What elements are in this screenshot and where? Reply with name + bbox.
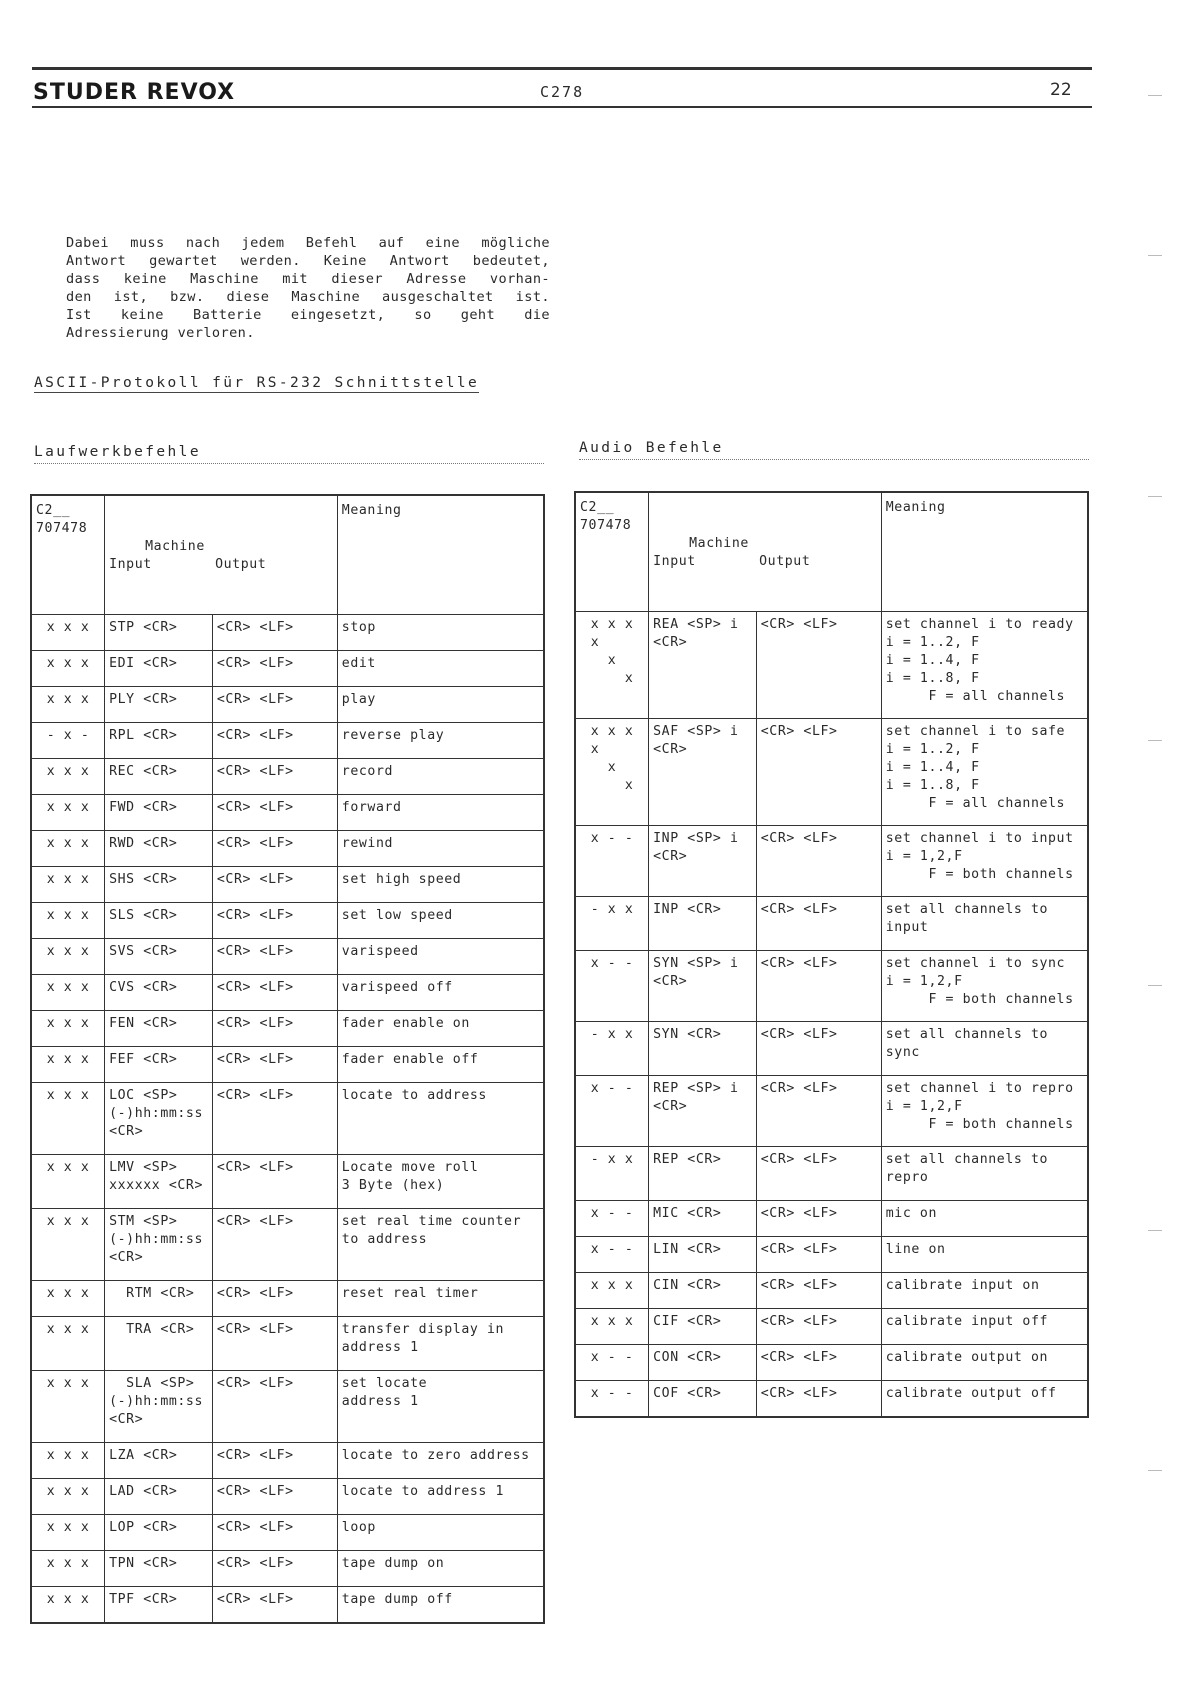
machine-code: x x x	[575, 1273, 649, 1309]
output-response: <CR> <LF>	[756, 1309, 881, 1345]
machine-code: x x x	[31, 1551, 105, 1587]
header-machine-label: Machine	[689, 536, 749, 551]
meaning-text: forward	[337, 795, 544, 831]
input-command: SYN <CR>	[649, 1022, 757, 1076]
table-row	[31, 1083, 544, 1155]
output-response: <CR> <LF>	[756, 1273, 881, 1309]
input-command: RPL <CR>	[105, 723, 213, 759]
output-response: <CR> <LF>	[756, 826, 881, 897]
output-response: <CR> <LF>	[756, 897, 881, 951]
machine-code: x - -	[575, 1345, 649, 1381]
input-command: REP <CR>	[649, 1147, 757, 1201]
input-command: LZA <CR>	[105, 1443, 213, 1479]
input-command: TPF <CR>	[105, 1587, 213, 1623]
laufwerk-title-rule	[34, 463, 544, 464]
table-row	[575, 1237, 1088, 1273]
meaning-text: reverse play	[337, 723, 544, 759]
output-response: <CR> <LF>	[756, 951, 881, 1022]
meaning-text: set low speed	[337, 903, 544, 939]
output-response: <CR> <LF>	[212, 831, 337, 867]
output-response: <CR> <LF>	[212, 615, 337, 651]
output-response: <CR> <LF>	[756, 1237, 881, 1273]
intro-line: Antwort gewartet werden. Keine Antwort bedeutet,	[66, 253, 550, 269]
machine-code: x x x	[31, 615, 105, 651]
model-number: C278	[540, 83, 585, 101]
table-row	[31, 867, 544, 903]
machine-code: x x x	[31, 1317, 105, 1371]
output-response: <CR> <LF>	[212, 1371, 337, 1443]
table-row	[575, 1273, 1088, 1309]
table-row	[575, 1147, 1088, 1201]
table-row	[575, 1076, 1088, 1147]
machine-code: x x x	[31, 1155, 105, 1209]
table-row	[31, 687, 544, 723]
machine-code: x x x	[31, 1083, 105, 1155]
margin-mark	[1148, 985, 1162, 986]
table-row	[575, 951, 1088, 1022]
input-command: FWD <CR>	[105, 795, 213, 831]
machine-code: x x x	[31, 1047, 105, 1083]
input-command: STP <CR>	[105, 615, 213, 651]
table-row	[31, 903, 544, 939]
machine-code: x x x	[31, 1515, 105, 1551]
table-row	[31, 1281, 544, 1317]
table-row	[575, 1022, 1088, 1076]
meaning-text: calibrate output on	[881, 1345, 1088, 1381]
machine-code: x x x	[575, 1309, 649, 1345]
input-command: SHS <CR>	[105, 867, 213, 903]
meaning-text: locate to address	[337, 1083, 544, 1155]
output-response: <CR> <LF>	[212, 1587, 337, 1623]
input-command: CVS <CR>	[105, 975, 213, 1011]
table-row	[31, 939, 544, 975]
audio-title: Audio Befehle	[579, 440, 724, 456]
audio-table	[574, 491, 1089, 1418]
output-response: <CR> <LF>	[212, 651, 337, 687]
machine-code: x - -	[575, 1381, 649, 1417]
laufwerk-table	[30, 494, 545, 1624]
margin-mark	[1148, 255, 1162, 256]
meaning-text: set channel i to ready i = 1..2, F i = 1..4, F i = 1..8, F F = all channels	[881, 612, 1088, 719]
machine-code: x x x	[31, 1587, 105, 1623]
header-machine-label: Machine	[145, 539, 205, 554]
meaning-text: fader enable on	[337, 1011, 544, 1047]
meaning-text: transfer display in address 1	[337, 1317, 544, 1371]
header-input-label: Input	[109, 557, 152, 572]
table-row	[575, 1309, 1088, 1345]
intro-line: Adressierung verloren.	[66, 325, 255, 341]
margin-mark	[1148, 1230, 1162, 1231]
input-command: CON <CR>	[649, 1345, 757, 1381]
output-response: <CR> <LF>	[212, 1479, 337, 1515]
meaning-text: tape dump on	[337, 1551, 544, 1587]
machine-code: - x x	[575, 897, 649, 951]
output-response: <CR> <LF>	[212, 1083, 337, 1155]
machine-code: x x x	[31, 831, 105, 867]
output-response: <CR> <LF>	[212, 1011, 337, 1047]
output-response: <CR> <LF>	[212, 975, 337, 1011]
input-command: EDI <CR>	[105, 651, 213, 687]
meaning-text: set channel i to repro i = 1,2,F F = both channels	[881, 1076, 1088, 1147]
table-row	[31, 1209, 544, 1281]
output-response: <CR> <LF>	[212, 795, 337, 831]
brand-logo: STUDER REVOX	[33, 80, 236, 105]
table-row	[31, 1047, 544, 1083]
input-command: REC <CR>	[105, 759, 213, 795]
table-header-row	[575, 492, 1088, 612]
header-code: C2__ 707478	[575, 492, 649, 612]
intro-line: Dabei muss nach jedem Befehl auf eine mögliche	[66, 235, 550, 251]
header-meaning: Meaning	[881, 492, 1088, 612]
table-row	[31, 723, 544, 759]
machine-code: x x x	[31, 1011, 105, 1047]
table-row	[31, 975, 544, 1011]
input-command: LIN <CR>	[649, 1237, 757, 1273]
meaning-text: fader enable off	[337, 1047, 544, 1083]
output-response: <CR> <LF>	[756, 1345, 881, 1381]
table-row	[575, 1201, 1088, 1237]
machine-code: x x x	[31, 759, 105, 795]
input-command: CIN <CR>	[649, 1273, 757, 1309]
table-row	[575, 719, 1088, 826]
meaning-text: calibrate input on	[881, 1273, 1088, 1309]
input-command: RTM <CR>	[105, 1281, 213, 1317]
output-response: <CR> <LF>	[212, 1281, 337, 1317]
meaning-text: mic on	[881, 1201, 1088, 1237]
meaning-text: calibrate output off	[881, 1381, 1088, 1417]
meaning-text: rewind	[337, 831, 544, 867]
table-row	[31, 1371, 544, 1443]
machine-code: - x x	[575, 1147, 649, 1201]
table-row	[575, 612, 1088, 719]
meaning-text: set high speed	[337, 867, 544, 903]
machine-code: - x x	[575, 1022, 649, 1076]
meaning-text: set channel i to input i = 1,2,F F = both channels	[881, 826, 1088, 897]
output-response: <CR> <LF>	[212, 759, 337, 795]
meaning-text: loop	[337, 1515, 544, 1551]
meaning-text: reset real timer	[337, 1281, 544, 1317]
output-response: <CR> <LF>	[212, 903, 337, 939]
machine-code: x - -	[575, 1076, 649, 1147]
output-response: <CR> <LF>	[212, 1047, 337, 1083]
input-command: LOC <SP> (-)hh:mm:ss <CR>	[105, 1083, 213, 1155]
meaning-text: play	[337, 687, 544, 723]
meaning-text: set channel i to sync i = 1,2,F F = both channels	[881, 951, 1088, 1022]
machine-code: x x x x x x	[575, 612, 649, 719]
input-command: TRA <CR>	[105, 1317, 213, 1371]
intro-line: Ist keine Batterie eingesetzt, so geht die	[66, 307, 550, 323]
input-command: REP <SP> i <CR>	[649, 1076, 757, 1147]
meaning-text: set all channels to sync	[881, 1022, 1088, 1076]
header-code: C2__ 707478	[31, 495, 105, 615]
machine-code: x - -	[575, 826, 649, 897]
header-rule-bottom	[32, 106, 1092, 108]
output-response: <CR> <LF>	[756, 1381, 881, 1417]
section-title: ASCII-Protokoll für RS-232 Schnittstelle	[34, 375, 480, 391]
machine-code: x x x	[31, 795, 105, 831]
table-row	[31, 831, 544, 867]
meaning-text: calibrate input off	[881, 1309, 1088, 1345]
table-row	[31, 1479, 544, 1515]
meaning-text: varispeed	[337, 939, 544, 975]
page-number: 22	[1050, 80, 1072, 100]
margin-mark	[1148, 1470, 1162, 1471]
meaning-text: edit	[337, 651, 544, 687]
intro-line: den ist, bzw. diese Maschine ausgeschaltet ist.	[66, 289, 550, 305]
output-response: <CR> <LF>	[212, 1551, 337, 1587]
table-row	[31, 615, 544, 651]
input-command: TPN <CR>	[105, 1551, 213, 1587]
machine-code: x x x	[31, 1209, 105, 1281]
table-row	[31, 1155, 544, 1209]
header-machine	[649, 492, 882, 612]
machine-code: x x x	[31, 939, 105, 975]
table-row	[31, 651, 544, 687]
table-row	[31, 1515, 544, 1551]
machine-code: x - -	[575, 1201, 649, 1237]
header-output-label: Output	[759, 554, 811, 569]
machine-code: x x x	[31, 1281, 105, 1317]
table-row	[31, 1011, 544, 1047]
meaning-text: set all channels to input	[881, 897, 1088, 951]
table-row	[31, 759, 544, 795]
table-row	[575, 1381, 1088, 1417]
machine-code: x - -	[575, 951, 649, 1022]
table-row	[31, 1551, 544, 1587]
meaning-text: Locate move roll 3 Byte (hex)	[337, 1155, 544, 1209]
input-command: CIF <CR>	[649, 1309, 757, 1345]
output-response: <CR> <LF>	[756, 719, 881, 826]
laufwerk-title: Laufwerkbefehle	[34, 444, 201, 460]
machine-code: x x x	[31, 651, 105, 687]
margin-mark	[1148, 496, 1162, 497]
machine-code: x x x	[31, 1479, 105, 1515]
input-command: INP <CR>	[649, 897, 757, 951]
table-row	[575, 897, 1088, 951]
header-rule-top	[32, 67, 1092, 70]
meaning-text: locate to address 1	[337, 1479, 544, 1515]
output-response: <CR> <LF>	[756, 1022, 881, 1076]
input-command: LMV <SP> xxxxxx <CR>	[105, 1155, 213, 1209]
input-command: PLY <CR>	[105, 687, 213, 723]
output-response: <CR> <LF>	[212, 939, 337, 975]
machine-code: x x x	[31, 903, 105, 939]
input-command: COF <CR>	[649, 1381, 757, 1417]
output-response: <CR> <LF>	[212, 1443, 337, 1479]
input-command: SVS <CR>	[105, 939, 213, 975]
meaning-text: record	[337, 759, 544, 795]
meaning-text: set real time counter to address	[337, 1209, 544, 1281]
output-response: <CR> <LF>	[212, 867, 337, 903]
machine-code: x x x	[31, 1371, 105, 1443]
margin-mark	[1148, 740, 1162, 741]
output-response: <CR> <LF>	[212, 1317, 337, 1371]
meaning-text: stop	[337, 615, 544, 651]
output-response: <CR> <LF>	[756, 612, 881, 719]
intro-line: dass keine Maschine mit dieser Adresse vorhan-	[66, 271, 550, 287]
output-response: <CR> <LF>	[756, 1147, 881, 1201]
output-response: <CR> <LF>	[212, 723, 337, 759]
input-command: MIC <CR>	[649, 1201, 757, 1237]
input-command: LAD <CR>	[105, 1479, 213, 1515]
input-command: SLA <SP> (-)hh:mm:ss <CR>	[105, 1371, 213, 1443]
meaning-text: tape dump off	[337, 1587, 544, 1623]
machine-code: x x x x x x	[575, 719, 649, 826]
input-command: LOP <CR>	[105, 1515, 213, 1551]
table-row	[31, 795, 544, 831]
input-command: SLS <CR>	[105, 903, 213, 939]
table-row	[31, 1587, 544, 1623]
header-input-label: Input	[653, 554, 696, 569]
header-meaning: Meaning	[337, 495, 544, 615]
table-header-row	[31, 495, 544, 615]
input-command: FEN <CR>	[105, 1011, 213, 1047]
machine-code: x - -	[575, 1237, 649, 1273]
output-response: <CR> <LF>	[212, 1515, 337, 1551]
audio-title-rule	[579, 459, 1089, 460]
intro-paragraph	[66, 234, 550, 342]
output-response: <CR> <LF>	[756, 1201, 881, 1237]
input-command: SYN <SP> i <CR>	[649, 951, 757, 1022]
margin-mark	[1148, 95, 1162, 96]
meaning-text: set channel i to safe i = 1..2, F i = 1..4, F i = 1..8, F F = all channels	[881, 719, 1088, 826]
output-response: <CR> <LF>	[212, 1209, 337, 1281]
machine-code: x x x	[31, 1443, 105, 1479]
input-command: STM <SP> (-)hh:mm:ss <CR>	[105, 1209, 213, 1281]
output-response: <CR> <LF>	[212, 1155, 337, 1209]
input-command: INP <SP> i <CR>	[649, 826, 757, 897]
machine-code: x x x	[31, 975, 105, 1011]
input-command: RWD <CR>	[105, 831, 213, 867]
table-row	[575, 826, 1088, 897]
machine-code: x x x	[31, 687, 105, 723]
table-row	[31, 1443, 544, 1479]
output-response: <CR> <LF>	[756, 1076, 881, 1147]
meaning-text: line on	[881, 1237, 1088, 1273]
table-row	[575, 1345, 1088, 1381]
output-response: <CR> <LF>	[212, 687, 337, 723]
meaning-text: set locate address 1	[337, 1371, 544, 1443]
table-row	[31, 1317, 544, 1371]
header-machine	[105, 495, 338, 615]
header-output-label: Output	[215, 557, 267, 572]
meaning-text: set all channels to repro	[881, 1147, 1088, 1201]
input-command: REA <SP> i <CR>	[649, 612, 757, 719]
meaning-text: varispeed off	[337, 975, 544, 1011]
input-command: FEF <CR>	[105, 1047, 213, 1083]
input-command: SAF <SP> i <CR>	[649, 719, 757, 826]
meaning-text: locate to zero address	[337, 1443, 544, 1479]
machine-code: x x x	[31, 867, 105, 903]
machine-code: - x -	[31, 723, 105, 759]
